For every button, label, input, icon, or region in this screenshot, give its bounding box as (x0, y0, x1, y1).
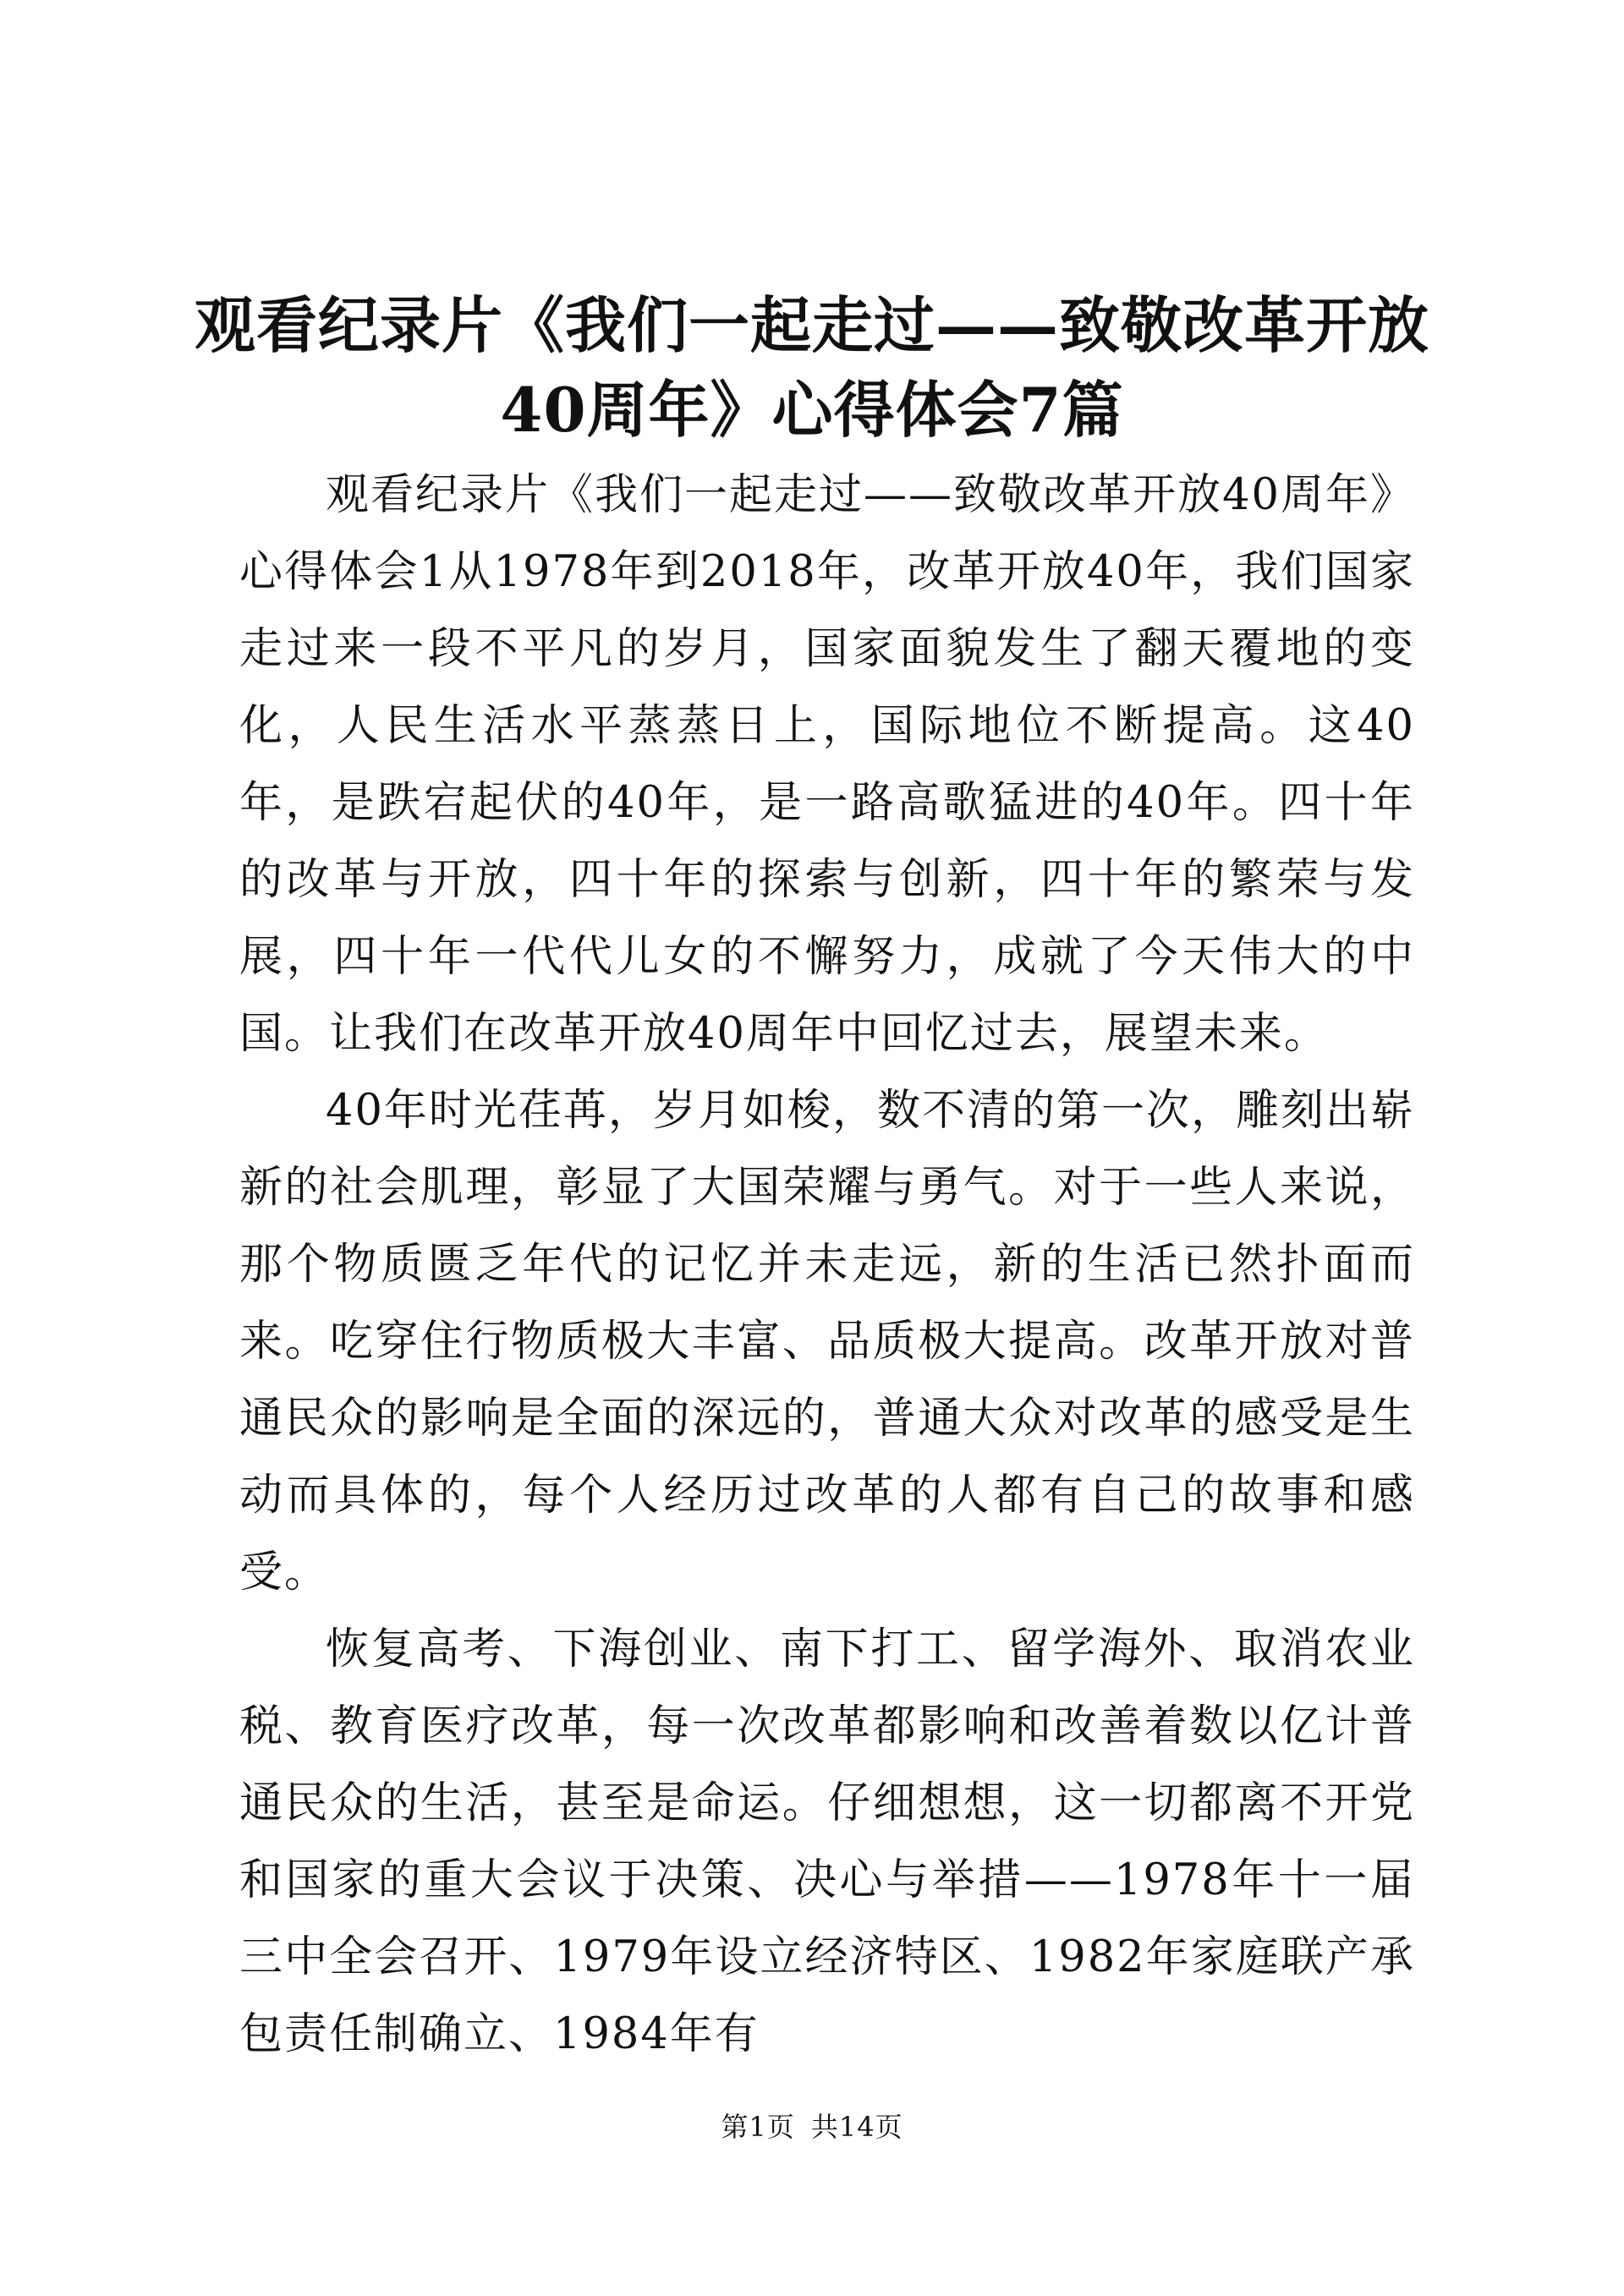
paragraph-2: 40年时光荏苒，岁月如梭，数不清的第一次，雕刻出崭新的社会肌理，彰显了大国荣耀与勇气。对于一些人来说，那个物质匮乏年代的记忆并未走远，新的生活已然扑面而来。吃穿住行物质极大丰富、品质极大提高。改革开放对普通民众的影响是全面的深远的，普通大众对改革的感受是生动而具体的，每个人经历过改革的人都有自己的故事和感受。 (239, 1086, 1415, 1597)
page-number: 第1页 (721, 2111, 795, 2143)
page-total: 共14页 (810, 2111, 903, 2143)
document-body (239, 457, 1415, 2073)
paragraph-1: 观看纪录片《我们一起走过——致敬改革开放40周年》心得体会1从1978年到2018年，改革开放40年，我们国家走过来一段不平凡的岁月，国家面貌发生了翻天覆地的变化，人民生活水平蒸蒸日上，国际地位不断提高。这40年，是跌宕起伏的40年，是一路高歌猛进的40年。四十年的改革与开放，四十年的探索与创新，四十年的繁荣与发展，四十年一代代儿女的不懈努力，成就了今天伟大的中国。让我们在改革开放40周年中回忆过去，展望未来。 (239, 470, 1415, 1059)
page-footer (0, 2110, 1624, 2144)
title-line-1: 观看纪录片《我们一起走过——致敬改革开放 (194, 289, 1429, 361)
document-title (169, 283, 1455, 452)
paragraph-3: 恢复高考、下海创业、南下打工、留学海外、取消农业税、教育医疗改革，每一次改革都影响和改善着数以亿计普通民众的生活，甚至是命运。仔细想想，这一切都离不开党和国家的重大会议于决策、决心与举措——1978年十一届三中全会召开、1979年设立经济特区、1982年家庭联产承包责任制确立、1984年有 (239, 1625, 1415, 2059)
title-line-2: 40周年》心得体会7篇 (500, 374, 1124, 446)
